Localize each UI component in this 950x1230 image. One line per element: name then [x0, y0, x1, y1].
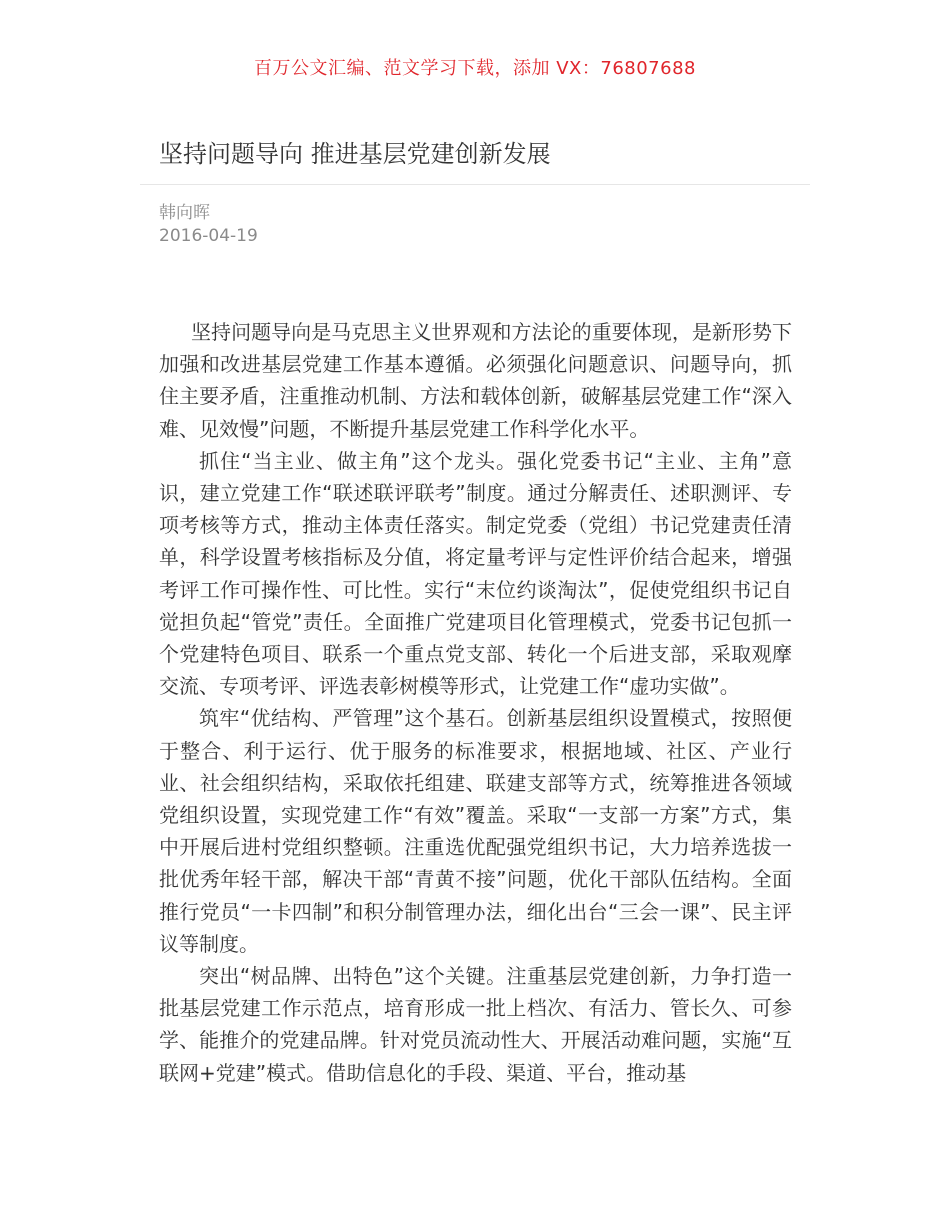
promo-banner: 百万公文汇编、范文学习下载，添加 VX：76807688: [254, 58, 696, 79]
article-author: 韩向晖: [159, 203, 210, 223]
article-paragraph: 突出“树品牌、出特色”这个关键。注重基层党建创新，力争打造一批基层党建工作示范点，培育形成一批上档次、有活力、管长久、可参学、能推介的党建品牌。针对党员流动性大、开展活动难问题，实施“互联网+党建”模式。借助信息化的手段、渠道、平台，推动基: [159, 964, 792, 1085]
article-paragraph: 坚持问题导向是马克思主义世界观和方法论的重要体现，是新形势下加强和改进基层党建工作基本遵循。必须强化问题意识、问题导向，抓住主要矛盾，注重推动机制、方法和载体创新，破解基层党建工作“深入难、见效慢”问题，不断提升基层党建工作科学化水平。: [159, 320, 792, 441]
article-paragraph: 筑牢“优结构、严管理”这个基石。创新基层组织设置模式，按照便于整合、利于运行、优于服务的标准要求，根据地域、社区、产业行业、社会组织结构，采取依托组建、联建支部等方式，统筹推进各领域党组织设置，实现党建工作“有效”覆盖。采取“一支部一方案”方式，集中开展后进村党组织整顿。注重选优配强党组织书记，大力培养选拔一批优秀年轻干部，解决干部“青黄不接”问题，优化干部队伍结构。全面推行党员“一卡四制”和积分制管理办法，细化出台“三会一课”、民主评议等制度。: [159, 706, 792, 956]
article-meta: [159, 202, 559, 248]
title-divider: [140, 184, 810, 185]
article-title: 坚持问题导向 推进基层党建创新发展: [159, 140, 551, 168]
article-body: [159, 316, 792, 1089]
article-date: 2016-04-19: [159, 226, 258, 246]
article-paragraph: 抓住“当主业、做主角”这个龙头。强化党委书记“主业、主角”意识，建立党建工作“联述联评联考”制度。通过分解责任、述职测评、专项考核等方式，推动主体责任落实。制定党委（党组）书记党建责任清单，科学设置考核指标及分值，将定量考评与定性评价结合起来，增强考评工作可操作性、可比性。实行“末位约谈淘汰”，促使党组织书记自觉担负起“管党”责任。全面推广党建项目化管理模式，党委书记包抓一个党建特色项目、联系一个重点党支部、转化一个后进支部，采取观摩交流、专项考评、评选表彰树模等形式，让党建工作“虚功实做”。: [159, 448, 792, 699]
